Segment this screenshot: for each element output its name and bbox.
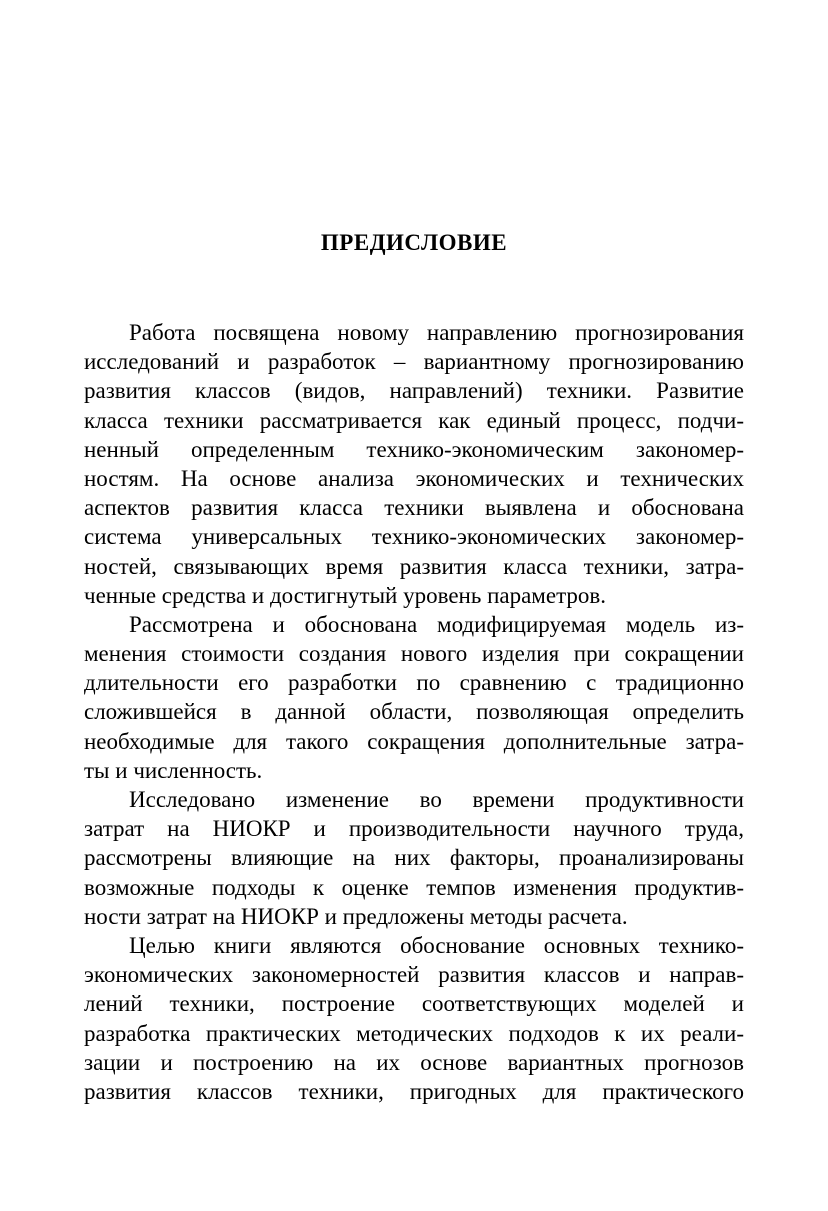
- text-line: Целью книги являются обоснование основных технико-: [129, 932, 744, 958]
- text-line: класса техники рассматривается как единый процесс, подчи-: [84, 407, 744, 433]
- text-line: ненный определенным технико-экономическим закономер-: [84, 436, 744, 462]
- text-line: исследований и разработок – вариантному прогнозированию: [84, 349, 744, 375]
- text-line: рассмотрены влияющие на них факторы, проанализированы: [84, 845, 744, 871]
- page-title: ПРЕДИСЛОВИЕ: [320, 230, 508, 255]
- text-line: экономических закономерностей развития классов и направ-: [84, 962, 744, 988]
- preface-body: [84, 318, 744, 1106]
- text-line: возможные подходы к оценке темпов изменения продуктив-: [84, 874, 744, 900]
- text-line: лений техники, построение соответствующих моделей и: [84, 991, 744, 1017]
- text-line: развития классов техники, пригодных для практического: [84, 1078, 744, 1104]
- text-line: ты и численность.: [84, 757, 263, 783]
- text-line: длительности его разработки по сравнению с традиционно: [84, 670, 744, 696]
- text-line: сложившейся в данной области, позволяющая определить: [84, 699, 744, 725]
- text-line: затрат на НИОКР и производительности научного труда,: [84, 816, 744, 842]
- text-line: ностей, связывающих время развития класса техники, затра-: [84, 553, 744, 579]
- text-line: Работа посвящена новому направлению прогнозирования: [129, 320, 744, 345]
- text-line: ности затрат на НИОКР и предложены методы расчета.: [84, 903, 628, 929]
- text-line: менения стоимости создания нового изделия при сокращении: [84, 641, 744, 667]
- text-line: Рассмотрена и обоснована модифицируемая модель из-: [129, 611, 744, 637]
- text-line: зации и построению на их основе вариантных прогнозов: [84, 1049, 744, 1075]
- text-line: разработка практических методических подходов к их реали-: [84, 1020, 744, 1046]
- text-line: необходимые для такого сокращения дополнительные затра-: [84, 728, 744, 754]
- text-line: аспектов развития класса техники выявлена и обоснована: [84, 495, 744, 521]
- text-line: ностям. На основе анализа экономических и технических: [84, 465, 744, 491]
- text-line: развития классов (видов, направлений) техники. Развитие: [84, 378, 744, 404]
- text-line: ченные средства и достигнутый уровень параметров.: [84, 582, 607, 608]
- text-line: Исследовано изменение во времени продуктивности: [129, 787, 744, 812]
- text-line: система универсальных технико-экономических закономер-: [84, 524, 744, 550]
